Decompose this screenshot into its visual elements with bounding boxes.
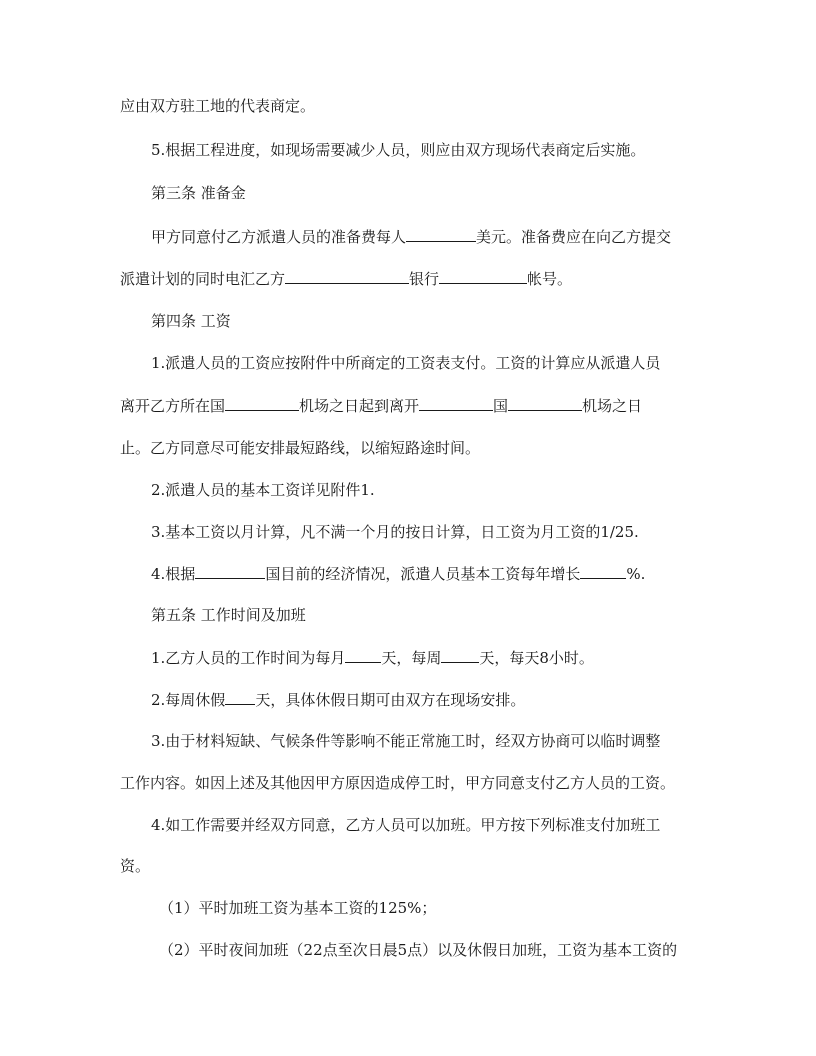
- text: %.: [626, 565, 646, 583]
- text: 止。乙方同意尽可能安排最短路线，以缩短路途时间。: [120, 439, 481, 457]
- text: （2）平时夜间加班（22点至次日晨5点）以及休假日加班，工资为基本工资的: [159, 941, 678, 959]
- text: 离开乙方所在国: [120, 397, 226, 415]
- fill-in-blank: [345, 647, 381, 663]
- text: 资。: [120, 857, 151, 875]
- text: 美元。准备费应在向乙方提交: [476, 228, 672, 246]
- paragraph-line: [120, 773, 700, 793]
- text: 天，每周: [381, 649, 442, 667]
- heading-text: 第五条 工作时间及加班: [151, 606, 306, 624]
- text: 天，每天8小时。: [479, 649, 594, 667]
- fill-in-blank: [195, 563, 265, 579]
- text: 5.根据工程进度，如现场需要减少人员，则应由双方现场代表商定后实施。: [151, 141, 646, 159]
- fill-in-blank: [225, 689, 255, 705]
- section-heading-article-5: [151, 605, 731, 625]
- text: 甲方同意付乙方派遣人员的准备费每人: [151, 228, 407, 246]
- text: （1）平时加班工资为基本工资的125%；: [159, 899, 437, 917]
- clause-item: [151, 563, 731, 584]
- fill-in-blank: [285, 268, 409, 284]
- text: 工作内容。如因上述及其他因甲方原因造成停工时，甲方同意支付乙方人员的工资。: [120, 774, 676, 792]
- text: 国目前的经济情况，派遣人员基本工资每年增长: [265, 565, 581, 583]
- text: 应由双方驻工地的代表商定。: [120, 97, 316, 115]
- fill-in-blank: [419, 395, 493, 411]
- text: 派遣计划的同时电汇乙方: [120, 270, 286, 288]
- fill-in-blank: [406, 226, 476, 242]
- text: 4.如工作需要并经双方同意，乙方人员可以加班。甲方按下列标准支付加班工: [151, 816, 661, 834]
- heading-text: 第三条 准备金: [151, 184, 246, 202]
- text: 帐号。: [527, 270, 573, 288]
- text: 国: [493, 397, 509, 415]
- clause-item: [151, 480, 731, 500]
- section-heading-article-4: [151, 311, 731, 331]
- clause-item: [151, 140, 731, 160]
- text: 3.由于材料短缺、气候条件等影响不能正常施工时，经双方协商可以临时调整: [151, 732, 661, 750]
- text: 银行: [409, 270, 440, 288]
- text: 4.根据: [151, 565, 196, 583]
- paragraph-line: [151, 226, 731, 247]
- clause-item: [151, 689, 731, 710]
- fill-in-blank: [439, 268, 527, 284]
- fill-in-blank: [508, 395, 582, 411]
- paragraph-line: [120, 856, 700, 876]
- text: 1.乙方人员的工作时间为每月: [151, 649, 346, 667]
- text: 2.每周休假: [151, 691, 226, 709]
- text: 机场之日: [582, 397, 643, 415]
- clause-item: [151, 522, 731, 542]
- text: 2.派遣人员的基本工资详见附件1.: [151, 481, 375, 499]
- clause-item: [151, 815, 731, 835]
- sub-clause-item: [159, 940, 739, 960]
- fill-in-blank: [225, 395, 299, 411]
- text: 3.基本工资以月计算，凡不满一个月的按日计算，日工资为月工资的1/25.: [151, 523, 639, 541]
- paragraph-line: [120, 438, 700, 458]
- paragraph-line: [120, 96, 700, 116]
- heading-text: 第四条 工资: [151, 312, 231, 330]
- fill-in-blank: [580, 563, 626, 579]
- clause-item: [151, 353, 731, 373]
- clause-item: [151, 647, 731, 668]
- text: 1.派遣人员的工资应按附件中所商定的工资表支付。工资的计算应从派遣人员: [151, 354, 661, 372]
- sub-clause-item: [159, 898, 739, 918]
- fill-in-blank: [441, 647, 479, 663]
- clause-item: [151, 731, 731, 751]
- text: 机场之日起到离开: [299, 397, 420, 415]
- paragraph-line: [120, 268, 700, 289]
- paragraph-line: [120, 395, 700, 416]
- section-heading-article-3: [151, 183, 731, 203]
- text: 天，具体休假日期可由双方在现场安排。: [255, 691, 526, 709]
